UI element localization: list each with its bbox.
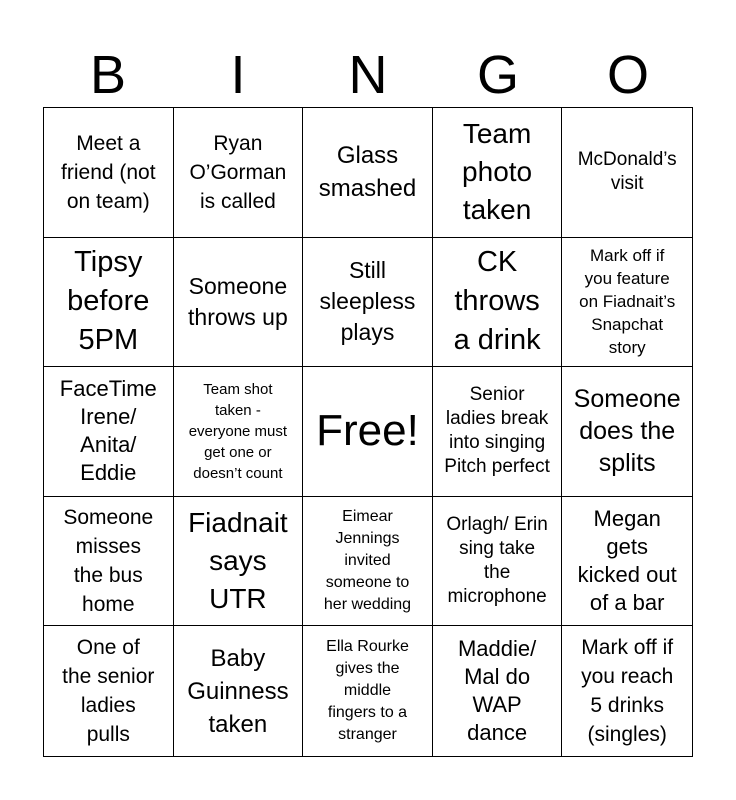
bingo-cell[interactable] xyxy=(562,626,692,756)
cell-text: Fiadnait says UTR xyxy=(188,507,288,615)
bingo-cell[interactable] xyxy=(44,626,174,756)
header-letter-b: B xyxy=(89,45,127,105)
cell-text: McDonald’s visit xyxy=(577,149,677,195)
cell-text: Tipsy before 5PM xyxy=(67,246,150,357)
cell-text: Mark off if you reach 5 drinks (singles) xyxy=(581,636,674,747)
cell-text: Team photo taken xyxy=(462,118,533,226)
cell-text: Someone throws up xyxy=(188,272,288,330)
bingo-cell[interactable] xyxy=(174,626,304,756)
cell-text: Ella Rourke gives the middle fingers to a stranger xyxy=(326,638,409,744)
bingo-cell[interactable] xyxy=(562,367,692,497)
cell-text: Mark off if you feature on Fiadnait’s Snapchat story xyxy=(579,246,676,358)
header-letter-n: N xyxy=(348,45,388,105)
bingo-cell[interactable] xyxy=(303,626,433,756)
bingo-cell[interactable] xyxy=(303,108,433,238)
bingo-card-grid xyxy=(43,107,693,757)
bingo-cell[interactable] xyxy=(44,497,174,627)
cell-text: Eimear Jennings invited someone to her wedding xyxy=(323,508,412,614)
cell-text: Baby Guinness taken xyxy=(187,644,289,738)
bingo-cell[interactable] xyxy=(433,497,563,627)
bingo-cell[interactable] xyxy=(174,497,304,627)
bingo-cell[interactable] xyxy=(44,238,174,368)
cell-text: Meet a friend (not on team) xyxy=(61,131,156,213)
cell-text: One of the senior ladies pulls xyxy=(62,636,155,747)
cell-text: Free! xyxy=(316,406,419,456)
bingo-cell[interactable] xyxy=(174,238,304,368)
bingo-cell[interactable] xyxy=(44,367,174,497)
cell-text: CK throws a drink xyxy=(453,246,541,357)
cell-text: Senior ladies break into singing Pitch perfect xyxy=(444,384,550,478)
cell-text: Megan gets kicked out of a bar xyxy=(577,506,677,616)
cell-text: Orlagh/ Erin sing take the microphone xyxy=(446,514,548,608)
bingo-cell[interactable] xyxy=(303,238,433,368)
bingo-cell[interactable] xyxy=(433,367,563,497)
bingo-cell[interactable] xyxy=(303,497,433,627)
header-letter-i: I xyxy=(230,45,246,105)
bingo-cell-free[interactable] xyxy=(303,367,433,497)
cell-text: Someone misses the bus home xyxy=(63,506,154,617)
cell-text: Maddie/ Mal do WAP dance xyxy=(457,636,537,746)
bingo-cell[interactable] xyxy=(562,497,692,627)
bingo-cell[interactable] xyxy=(174,108,304,238)
bingo-cell[interactable] xyxy=(174,367,304,497)
bingo-cell[interactable] xyxy=(562,108,692,238)
cell-text: Ryan O’Gorman is called xyxy=(189,131,287,213)
bingo-cell[interactable] xyxy=(562,238,692,368)
bingo-header xyxy=(43,44,693,106)
cell-text: FaceTime Irene/ Anita/ Eddie xyxy=(59,376,157,486)
cell-text: Still sleepless plays xyxy=(319,257,416,346)
header-letter-o: O xyxy=(606,45,649,105)
cell-text: Glass smashed xyxy=(318,142,417,203)
cell-text: Someone does the splits xyxy=(573,385,681,478)
bingo-cell[interactable] xyxy=(44,108,174,238)
header-letter-g: G xyxy=(476,45,519,105)
bingo-cell[interactable] xyxy=(433,626,563,756)
bingo-cell[interactable] xyxy=(433,108,563,238)
bingo-cell[interactable] xyxy=(433,238,563,368)
cell-text: Team shot taken - everyone must get one or doesn’t count xyxy=(188,380,288,482)
